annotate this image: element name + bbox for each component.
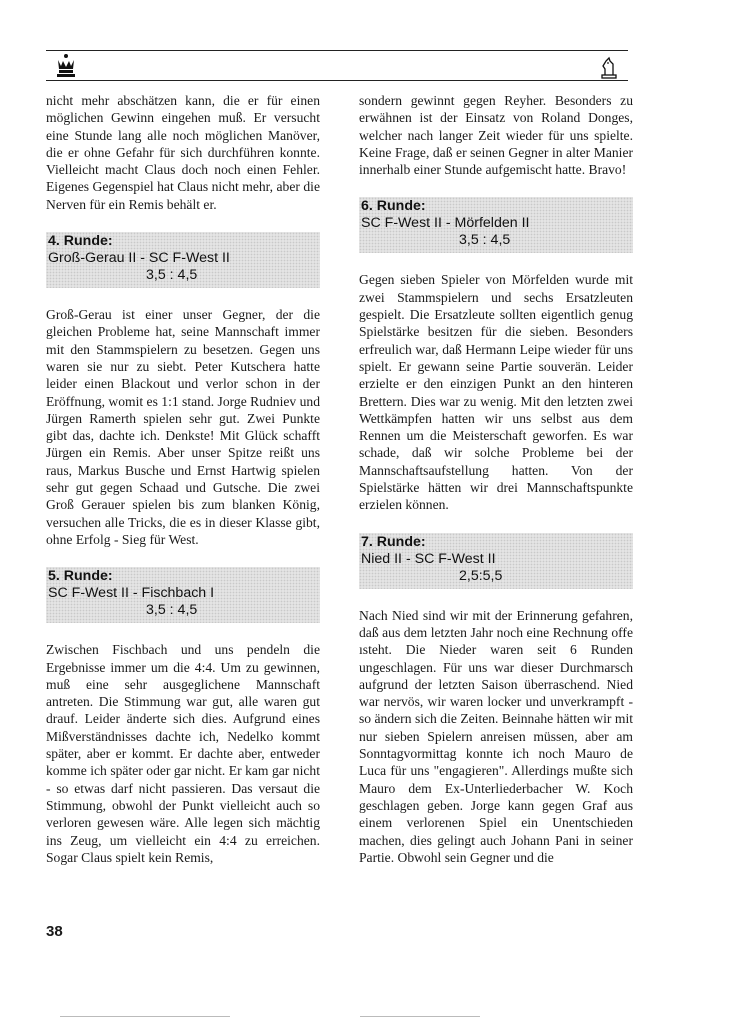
round-4-paragraph: Groß-Gerau ist einer unser Gegner, der die gleichen Probleme hat, seine Mannschaft immer mit den Stammspielern zu besetzen. Gegen uns waren sie nur zu siebt. Peter Kutschera hatte leider einen Blackout und verlor schon in der Eröffnung, womit es 1:1 stand. Jorge Rudniev und Jürgen Ramerth spielen sehr gut. Zwei Punkte gibt das, dachte ich. Denkste! Mit Glück schafft Jürgen ein Remis. Aber unser Spitze reißt uns raus, Markus Busche und Ernst Hartwig spielen sehr gut gegen Schaad und Gutsche. Die zwei Groß Gerauer spielen bis zum blanken König, versuchen alle Tricks, die es in dieser Klasse gibt, ohne Erfolg - Sieg für West. [46,307,320,547]
round-6-paragraph: Gegen sieben Spieler von Mörfelden wurde mit zwei Stammspielern und sechs Ersatzleuten gespielt. Die Ersatzleute sollten eigentlich genug Spielstärke besitzen für die sieben. Besonders erfreulich war, daß Hermann Leipe wieder für uns spielt. Er gewann seine Partie souverän. Leider erzielte er den einzigen Punkt an den hinteren Brettern. Dies war zu wenig. Mit den letzten zwei Wettkämpfen hatten wir uns selbst aus dem Rennen um die Meisterschaft geworfen. Es war schade, daß wir solche Probleme bei der Mannschaftsaufstellung hatten. Von der Spielstärke hätten wir drei Mannschaftspunkte erzielen können. [359,272,633,513]
footer-rule-left [60,1016,230,1017]
round-title: 6. Runde: [361,198,426,215]
round-5-box [46,567,320,623]
page-number: 38 [46,923,63,940]
round-7-box [359,533,633,589]
round-score: 2,5:5,5 [459,567,503,584]
round-title: 7. Runde: [361,533,426,550]
header-rule-top [46,50,628,51]
round-score: 3,5 : 4,5 [146,602,198,619]
round-match: Nied II - SC F-West II [361,550,496,567]
round-score: 3,5 : 4,5 [459,232,511,249]
intro-paragraph: nicht mehr abschätzen kann, die er für einen möglichen Gewinn eingehen muß. Er versucht eine Stunde lang alle noch möglichen Manöver, die er ohne Gefahr für sich durchführen konnte. Vielleicht macht Claus doch noch einen Fehler. Eigenes Gegenspiel hat Claus nicht mehr, aber die Nerven für ein Remis behält er. [46,93,320,212]
round-5-paragraph: Zwischen Fischbach und uns pendeln die Ergebnisse immer um die 4:4. Um zu gewinnen, muß eine sehr ausgeglichene Mannschaft antreten. Die Stimmung war gut, alle waren gut drauf. Leider änderte sich dies. Aufgrund eines Mißverständnisses dachte ich, Nedelko kommt später, aber er kommt. Er dachte aber, entweder komme ich später oder gar nicht. Er kam gar nicht - so etwas darf nicht passieren. Das versaut die Stimmung, obwohl der Punkt vielleicht auch so verloren gewesen wäre. Alle legen sich mächtig ins Zeug, um vielleicht ein 4:4 zu erreichen. Sogar Claus spielt kein Remis, [46,642,320,865]
round-match: SC F-West II - Mörfelden II [361,215,530,232]
round-score: 3,5 : 4,5 [146,267,198,284]
round-match: SC F-West II - Fischbach I [48,585,215,602]
left-column [46,92,320,866]
intro-paragraph: sondern gewinnt gegen Reyher. Besonders zu erwähnen ist der Einsatz von Roland Donges, welcher nach langer Zeit wieder für uns spielte. Keine Frage, daß er seinen Gegner in alter Manier innerhalb einer Stunde aufgemischt hatte. Bravo! [359,93,633,178]
chess-knight-icon [600,55,618,79]
footer-rule-right [360,1016,480,1017]
chess-king-icon [54,52,78,78]
header-rule-bottom [46,80,628,81]
right-column [359,92,633,866]
round-title: 4. Runde: [48,233,113,250]
round-6-box [359,197,633,253]
round-match: Groß-Gerau II - SC F-West II [48,250,230,267]
round-4-box [46,232,320,288]
round-7-paragraph: Nach Nied sind wir mit der Erinnerung gefahren, daß aus dem letzten Jahr noch eine Rechnung offe ısteht. Die Nieder waren seit 6 Runden ungeschlagen. Für uns war dieser Durchmarsch aufgrund der letzten Saison überraschend. Nied war nervös, wir waren locker und unverkrampft - so ändern sich die Zeiten. Beinnahe hätten wir mit nur sieben Spielern anreisen müssen, aber am Sonntagvormittag konnte ich noch Mauro de Luca für uns "engagieren". Allerdings mußte sich Mauro dem Ex-Unterliederbacher W. Koch geschlagen geben. Jorge kann gegen Graf aus einem verlorenen Spiel ein Unentschieden machen, dies gelingt auch Johann Pani in seiner Partie. Obwohl sein Gegner und die [359,607,633,865]
round-title: 5. Runde: [48,568,113,585]
